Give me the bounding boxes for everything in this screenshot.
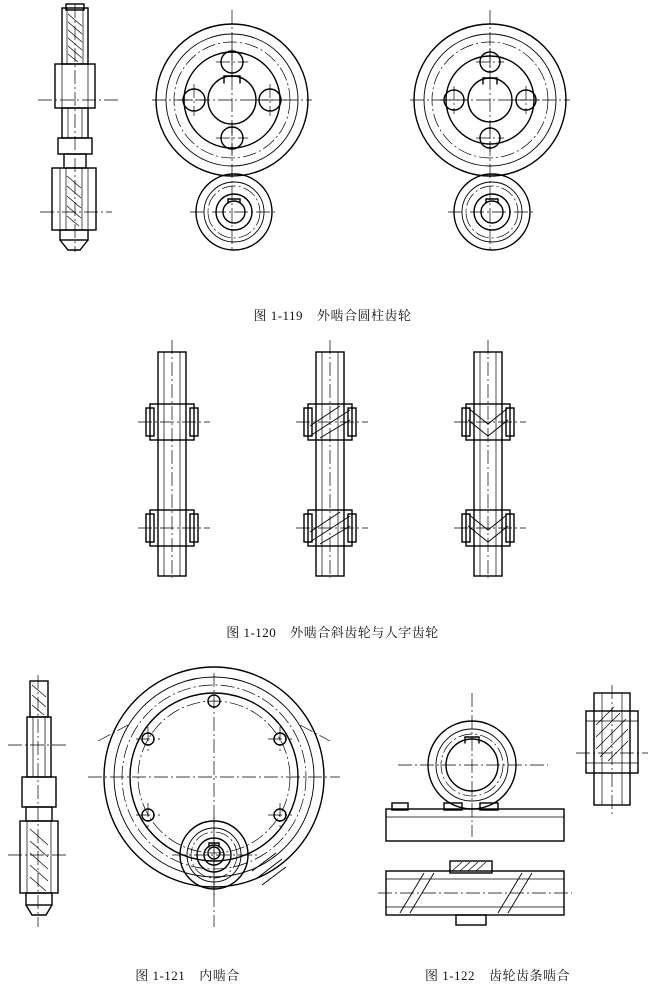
gear-pair-right [410, 10, 570, 250]
internal-gear-front-view [88, 667, 340, 927]
caption-1-122 [330, 949, 650, 1000]
figure-1-121-122 [0, 665, 650, 940]
caption-1-119-number: 图 1-119 [253, 308, 304, 323]
herringbone-gear-pair-side-view [454, 340, 526, 578]
figure-1-120 [0, 330, 650, 600]
caption-1-121 [0, 949, 360, 1000]
figure-1-119 [0, 0, 650, 280]
rack-top-view [378, 861, 572, 925]
caption-1-122-number: 图 1-122 [424, 968, 476, 983]
caption-1-120 [0, 606, 650, 657]
caption-1-121-title: 内啮合 [199, 968, 240, 983]
rack-and-pinion-front-view [386, 693, 564, 841]
caption-1-119-title: 外啮合圆柱齿轮 [317, 308, 412, 323]
caption-1-120-title: 外啮合斜齿轮与人字齿轮 [290, 625, 439, 640]
helical-gear-pair-side-view [296, 340, 368, 578]
pinion-side-section [576, 685, 648, 817]
figure-1-120-drawing [0, 330, 650, 600]
spur-gear-pair-side-view [138, 340, 210, 578]
internal-gear-shaft-section [8, 675, 68, 927]
caption-1-120-number: 图 1-120 [226, 625, 277, 640]
pinion-front-view-small [190, 174, 278, 250]
gear-front-view-large [152, 10, 312, 250]
caption-1-122-title: 齿轮齿条啮合 [489, 968, 571, 983]
figure-1-119-drawing [0, 0, 650, 280]
figure-1-121-122-drawing [0, 665, 650, 940]
caption-1-121-number: 图 1-121 [135, 968, 186, 983]
shaft-section-view [38, 4, 118, 252]
